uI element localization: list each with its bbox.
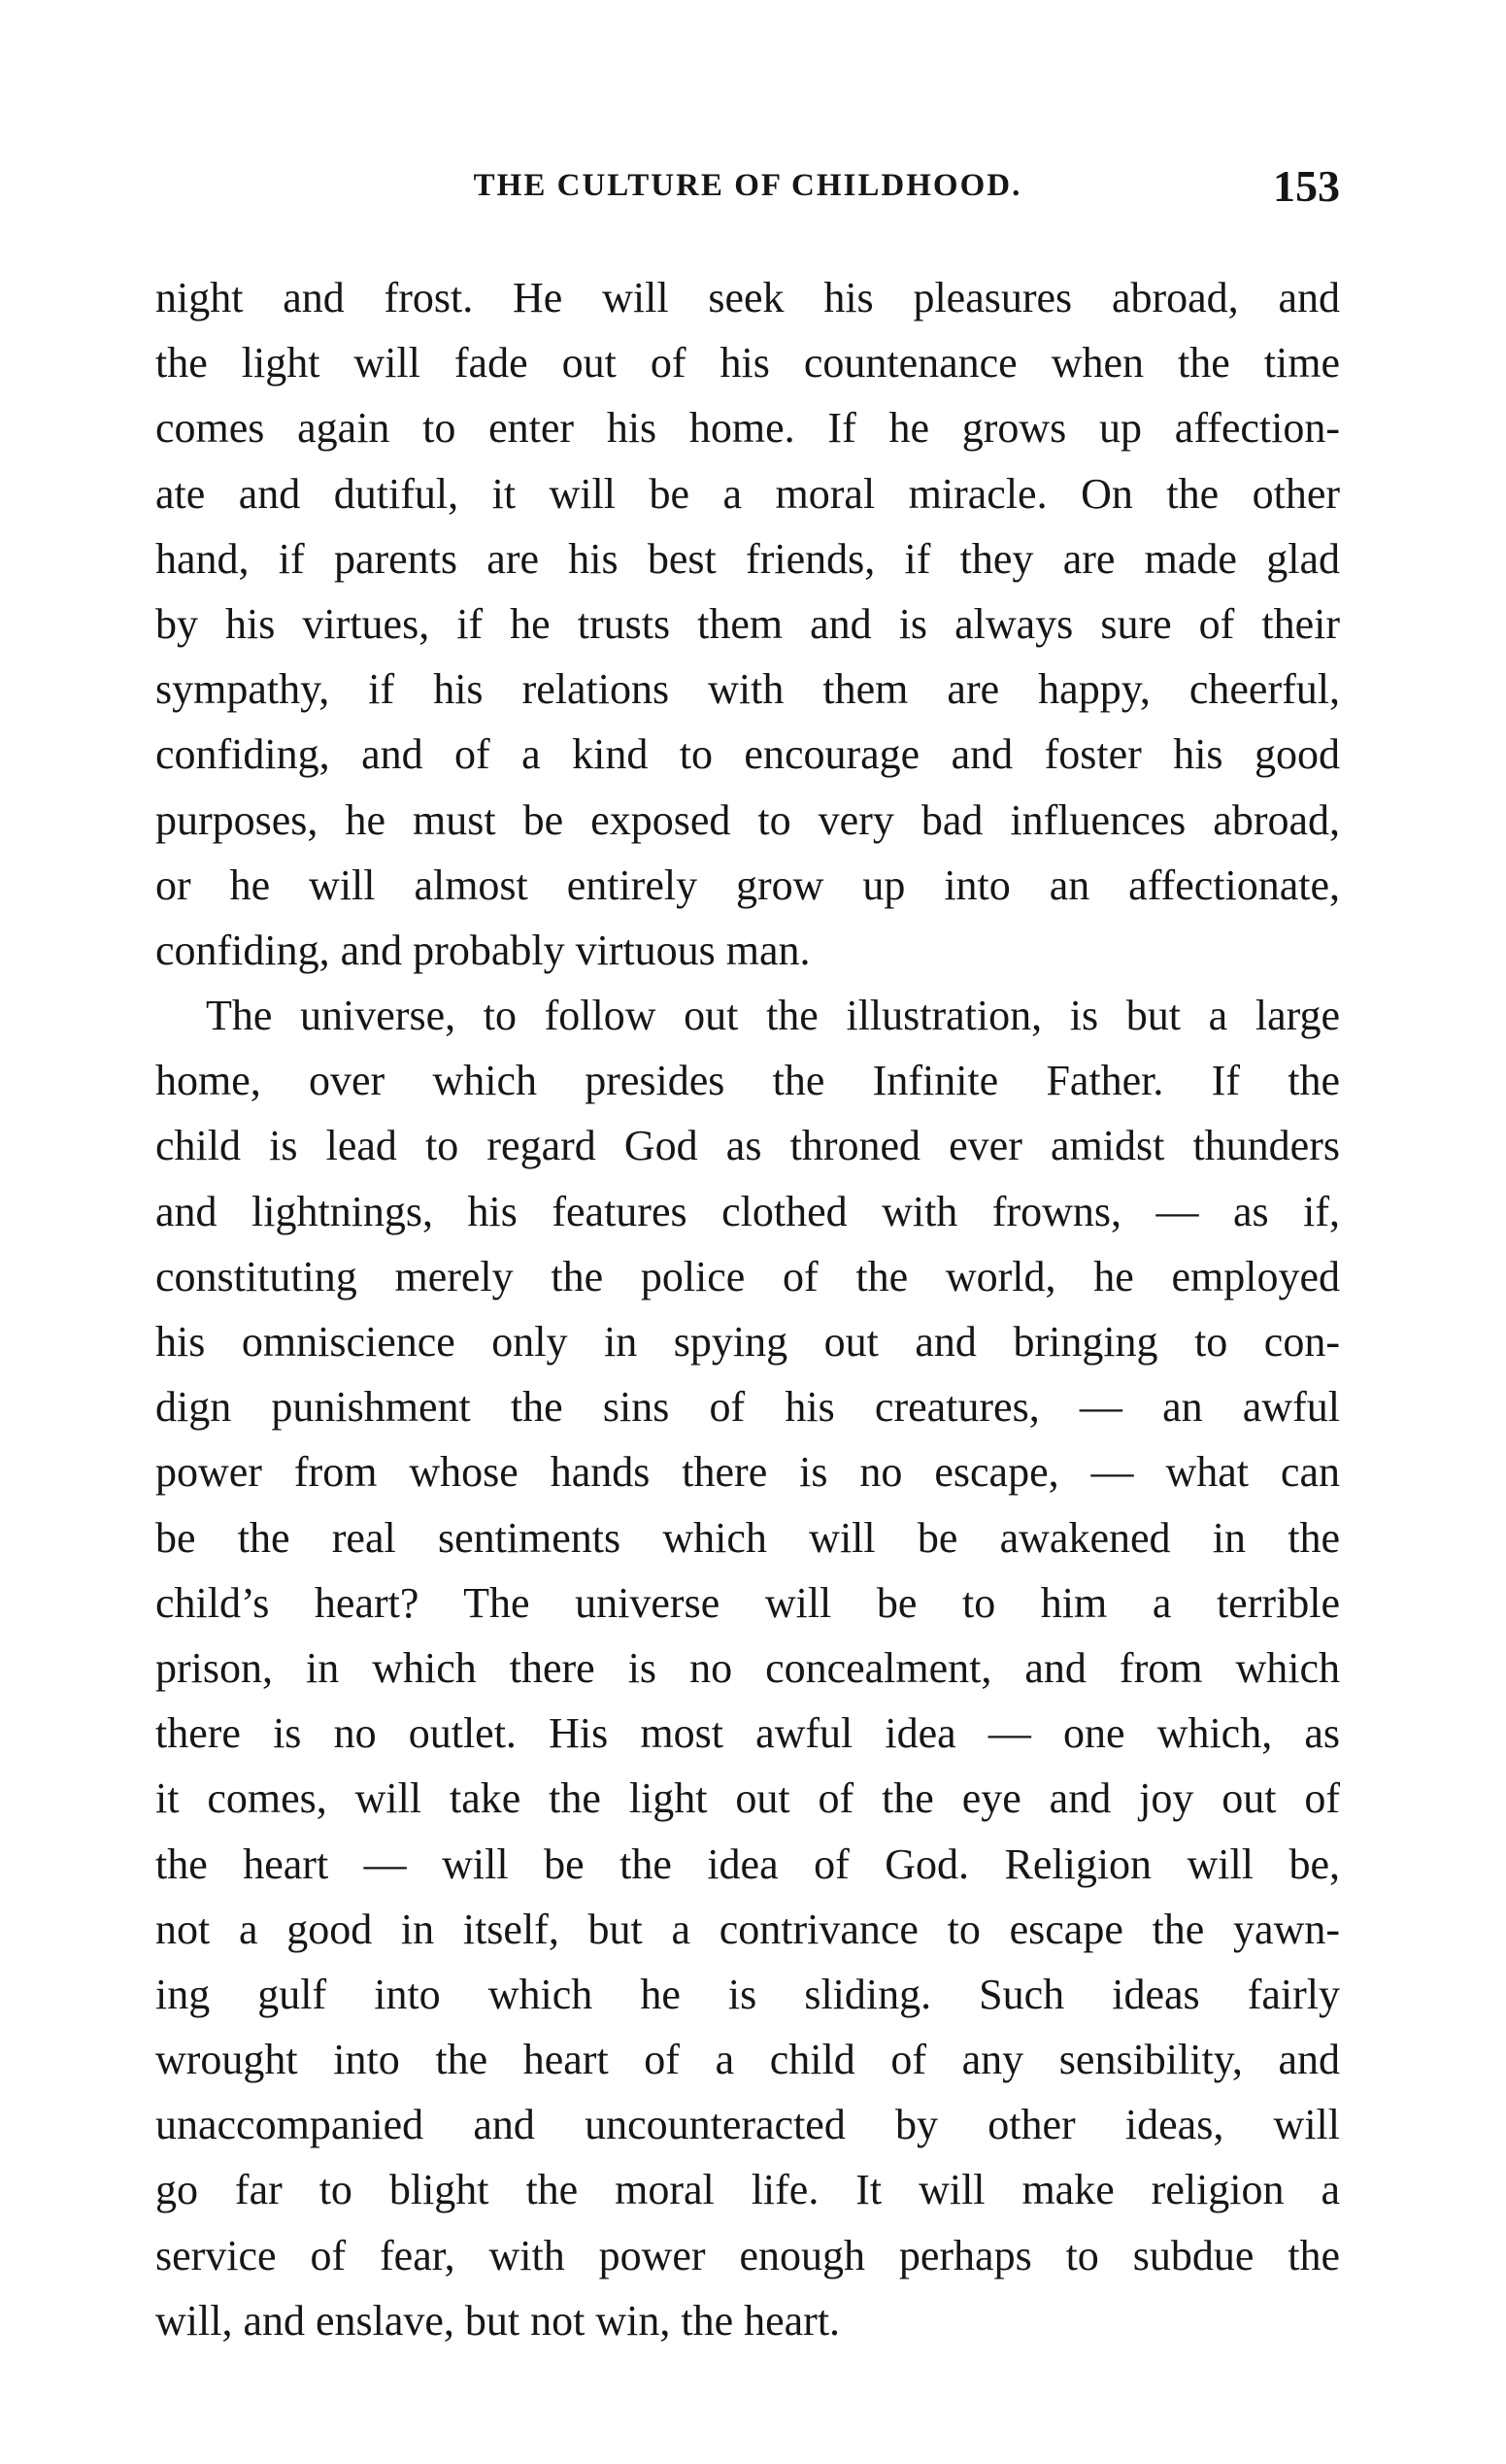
text-line: child is lead to regard God as throned ever amidst thunders [155, 1122, 1340, 1170]
text-line: prison, in which there is no concealment, and from which [155, 1643, 1340, 1692]
page-number: 153 [1273, 161, 1340, 211]
text-line: dign punishment the sins of his creatures, — an awful [155, 1383, 1340, 1432]
text-line: hand, if parents are his best friends, if they are made glad [155, 534, 1340, 583]
text-line: sympathy, if his relations with them are happy, cheerful, [155, 665, 1340, 714]
text-line: comes again to enter his home. If he grows up affection- [155, 404, 1340, 453]
text-line: night and frost. He will seek his pleasures abroad, and [155, 274, 1340, 321]
text-line: The universe, to follow out the illustration, is but a large [206, 992, 1340, 1040]
text-line: and lightnings, his features clothed with frowns, — as if, [155, 1187, 1340, 1235]
text-line: purposes, he must be exposed to very bad influences abroad, [155, 795, 1340, 844]
text-line: wrought into the heart of a child of any sensibility, and [155, 2036, 1340, 2084]
text-line: there is no outlet. His most awful idea — one which, as [155, 1709, 1340, 1758]
text-line: not a good in itself, but a contrivance to escape the yawn- [155, 1905, 1340, 1953]
text-line: service of fear, with power enough perhaps to subdue the [155, 2231, 1340, 2279]
text-line: his omniscience only in spying out and bringing to con- [155, 1318, 1340, 1366]
text-line: be the real sentiments which will be awakened in the [155, 1513, 1340, 1562]
text-line: power from whose hands there is no escape, — what can [155, 1448, 1340, 1497]
text-line: unaccompanied and uncounteracted by other ideas, will [155, 2101, 1340, 2149]
running-head [155, 160, 1340, 219]
text-line: the light will fade out of his countenance when the time [155, 339, 1340, 388]
text-line: the heart — will be the idea of God. Religion will be, [155, 1840, 1340, 1888]
text-line: ing gulf into which he is sliding. Such ideas fairly [155, 1970, 1340, 2018]
text-line: constituting merely the police of the world, he employed [155, 1252, 1340, 1300]
text-line: confiding, and of a kind to encourage and foster his good [155, 730, 1340, 779]
body-text [155, 265, 1340, 2353]
text-line: ate and dutiful, it will be a moral miracle. On the other [155, 469, 1340, 518]
text-line: by his virtues, if he trusts them and is always sure of their [155, 599, 1340, 648]
running-title: THE CULTURE OF CHILDHOOD. [473, 168, 1022, 203]
text-line: or he will almost entirely grow up into an affectionate, [155, 861, 1340, 909]
text-line: confiding, and probably virtuous man. [155, 926, 811, 974]
text-line: will, and enslave, but not win, the heart. [155, 2296, 841, 2345]
text-line: it comes, will take the light out of the eye and joy out of [155, 1774, 1340, 1823]
text-line: go far to blight the moral life. It will make religion a [155, 2166, 1340, 2214]
text-line: home, over which presides the Infinite Father. If the [155, 1057, 1340, 1105]
text-line: child’s heart? The universe will be to him a terrible [155, 1578, 1340, 1627]
